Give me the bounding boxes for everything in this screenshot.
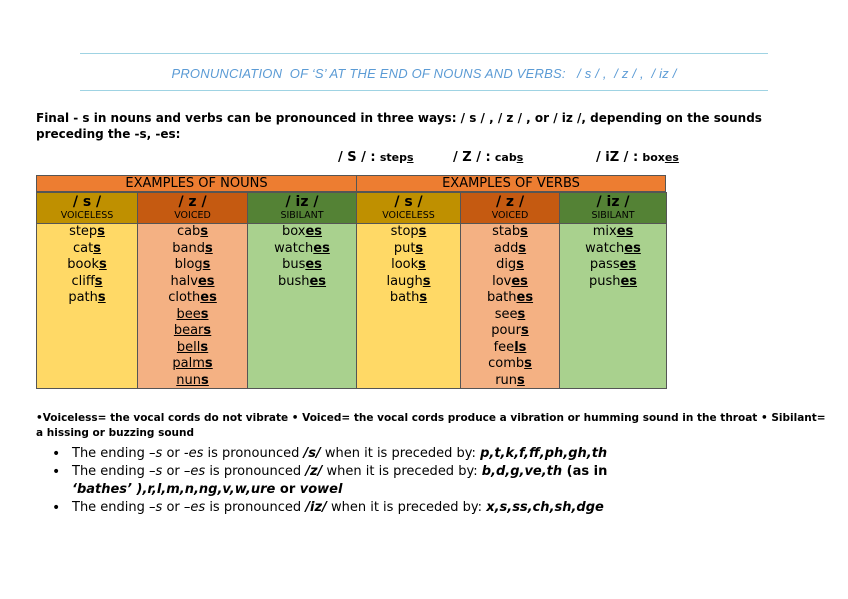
example-s-symbol: / S / : (338, 150, 376, 165)
example-z-symbol: / Z / : (453, 150, 491, 165)
rule-letters: p,t,k,f,ff,ph,gh,th (480, 446, 608, 461)
example-iz-stem: box (642, 151, 665, 164)
sound-symbol: / z / (178, 194, 207, 210)
word-stem: cliff (71, 273, 95, 289)
word-stem: run (495, 372, 518, 388)
column-verbs-sibilant (559, 192, 667, 389)
word-ending: s (93, 240, 101, 256)
word-stem: see (494, 306, 518, 322)
word-ending: es (305, 257, 322, 272)
word-ending: s (521, 323, 529, 338)
rule-ending: –s (149, 446, 163, 461)
word-item (138, 241, 247, 258)
column-header (357, 193, 460, 224)
rule-text: The ending (72, 500, 150, 515)
word-stem: halv (170, 273, 198, 289)
word-item (357, 224, 460, 241)
page-title: PRONUNCIATION OF ‘S’ AT THE END OF NOUNS AND VERBS: / s / , / z / , / iz / (171, 66, 677, 81)
word-ending: es (200, 290, 217, 305)
rule-sound: /iz/ (305, 500, 327, 515)
word-item (37, 274, 137, 291)
rule-iz (52, 499, 812, 517)
word-ending: es (516, 290, 534, 305)
rule-letters: x,s,ss,ch,sh,dge (486, 500, 604, 515)
word-stem: lov (492, 273, 512, 289)
word-stem: cloth (168, 290, 201, 305)
rule-letters: vowel (299, 482, 343, 497)
word-stem: fee (493, 339, 515, 355)
example-z (453, 150, 523, 165)
word-ending: s (97, 290, 106, 305)
word-ending: es (197, 273, 215, 289)
word-item (138, 274, 247, 291)
column-verbs-voiceless (356, 192, 461, 389)
column-verbs-voiced (460, 192, 560, 389)
rule-text: when it is preceded by: (320, 446, 481, 461)
bottom-rule (80, 90, 768, 91)
word-item (138, 373, 247, 390)
word-stem: laugh (386, 273, 423, 289)
word-item (357, 274, 460, 291)
word-ending: s (200, 224, 209, 239)
word-stem: bath (486, 290, 517, 305)
sound-label: SIBILANT (591, 210, 635, 221)
column-nouns-sibilant (247, 192, 357, 389)
word-item (138, 224, 247, 241)
example-s (338, 150, 414, 165)
word-item (357, 257, 460, 274)
word-stem: palm (172, 356, 205, 371)
sound-symbol: / s / (72, 194, 102, 210)
word-ending: s (415, 240, 424, 256)
word-stem: look (391, 257, 419, 272)
word-stem: cat (73, 240, 94, 256)
column-header (37, 193, 137, 224)
word-item (138, 290, 247, 307)
word-list (560, 224, 666, 290)
column-header (560, 193, 666, 224)
word-stem: watch (274, 240, 314, 256)
rule-text: (as in (562, 464, 608, 479)
sound-label: VOICED (491, 210, 529, 221)
word-ending: s (524, 356, 532, 371)
word-stem: nun (176, 372, 201, 388)
word-list (248, 224, 356, 290)
sound-label: SIBILANT (280, 210, 324, 221)
word-stem: dig (496, 257, 517, 272)
rule-text: The ending (72, 464, 150, 479)
rule-sound: /s/ (303, 446, 321, 461)
example-iz-ending: es (664, 151, 679, 164)
word-item (138, 356, 247, 373)
word-item (248, 224, 356, 241)
rule-text: is pronounced (205, 500, 306, 515)
word-ending: es (620, 273, 638, 289)
column-header (138, 193, 247, 224)
word-item (461, 340, 559, 357)
word-item (37, 290, 137, 307)
rule-ending: –es (183, 500, 206, 515)
word-item (138, 307, 247, 324)
rule-text: when it is preceded by: (322, 464, 482, 479)
top-rule (80, 53, 768, 54)
word-item (461, 274, 559, 291)
word-stem: band (172, 240, 205, 256)
word-item (138, 257, 247, 274)
word-stem: stab (492, 224, 521, 239)
footnote: •Voiceless= the vocal cords do not vibrate • Voiced= the vocal cords produce a vibration or humming sound in the throat • Sibilant= a hissing or buzzing sound (36, 412, 826, 439)
word-item (37, 224, 137, 241)
example-z-ending: s (516, 151, 524, 164)
word-item (560, 224, 666, 241)
rule-z (52, 463, 812, 499)
word-item (461, 224, 559, 241)
word-item (461, 356, 559, 373)
word-item (461, 257, 559, 274)
example-iz (596, 150, 679, 165)
rule-text: or (162, 464, 184, 479)
word-ending: s (418, 224, 427, 239)
word-stem: step (69, 224, 98, 239)
word-stem: comb (488, 356, 525, 371)
word-stem: add (493, 240, 519, 256)
rule-ending: –s (149, 500, 163, 515)
word-ending: s (418, 257, 426, 272)
example-z-stem: cab (494, 151, 517, 164)
word-item (560, 274, 666, 291)
word-item (461, 323, 559, 340)
rule-text: when it is preceded by: (326, 500, 487, 515)
sound-symbol: / s / (394, 194, 423, 210)
word-ending: s (520, 224, 528, 239)
word-item (138, 340, 247, 357)
word-ending: s (518, 240, 527, 256)
word-item (461, 241, 559, 258)
word-item (357, 241, 460, 258)
word-ending: es (511, 273, 528, 289)
word-ending: s (200, 306, 209, 322)
example-s-stem: step (379, 151, 407, 164)
column-header (248, 193, 356, 224)
word-ending: s (200, 339, 209, 355)
word-item (138, 323, 247, 340)
sound-symbol: / iz / (285, 194, 319, 210)
rule-text: or (162, 500, 184, 515)
example-iz-symbol: / iZ / : (596, 150, 639, 165)
word-item (37, 241, 137, 258)
word-stem: box (281, 224, 306, 239)
word-ending: s (419, 290, 428, 305)
word-ending: es (313, 240, 330, 256)
word-item (248, 274, 356, 291)
nouns-header: EXAMPLES OF NOUNS (36, 175, 357, 192)
word-item (248, 241, 356, 258)
word-stem: push (588, 273, 621, 289)
word-item (560, 241, 666, 258)
word-list (37, 224, 137, 307)
column-nouns-voiceless (36, 192, 138, 389)
word-ending: s (204, 356, 213, 371)
word-stem: pass (589, 257, 620, 272)
word-item (461, 307, 559, 324)
sound-label: VOICELESS (60, 210, 114, 221)
column-header (461, 193, 559, 224)
word-stem: pour (491, 323, 522, 338)
rule-ending: -es (183, 446, 204, 461)
word-ending: s (97, 224, 105, 239)
word-ending: es (619, 257, 637, 272)
word-ending: s (517, 306, 526, 322)
word-ending: s (516, 257, 524, 272)
word-stem: bee (176, 306, 201, 322)
word-ending: s (204, 240, 213, 256)
rule-text: is pronounced (205, 464, 306, 479)
word-list (461, 224, 559, 389)
word-ending: s (200, 372, 209, 388)
word-ending: es (305, 224, 323, 239)
rule-s (52, 445, 812, 463)
word-stem: cab (176, 224, 201, 239)
word-stem: stop (390, 224, 419, 239)
rule-letters: b,d,g,ve,th (481, 464, 563, 479)
word-item (560, 257, 666, 274)
word-stem: mix (592, 224, 617, 239)
word-ending: es (309, 273, 327, 289)
word-stem: bell (176, 339, 201, 355)
verbs-header: EXAMPLES OF VERBS (356, 175, 666, 192)
word-stem: book (67, 257, 99, 272)
word-ending: s (98, 257, 107, 272)
rule-ending: –es (183, 464, 206, 479)
word-list (357, 224, 460, 307)
rule-text: The ending (72, 446, 150, 461)
word-stem: bush (277, 273, 310, 289)
word-stem: blog (174, 257, 203, 272)
rule-text: is pronounced (203, 446, 304, 461)
word-ending: s (202, 257, 211, 272)
word-ending: ls (514, 339, 527, 355)
column-nouns-voiced (137, 192, 248, 389)
word-ending: s (203, 323, 212, 338)
sound-symbol: / iz / (596, 194, 630, 210)
word-ending: s (517, 372, 525, 388)
rule-text: or (162, 446, 184, 461)
word-list (138, 224, 247, 389)
word-stem: bath (389, 290, 420, 305)
word-stem: put (393, 240, 416, 256)
rule-text: or (275, 482, 300, 497)
rules-list (52, 445, 812, 517)
sound-label: VOICED (174, 210, 211, 221)
word-ending: s (422, 273, 431, 289)
word-item (248, 257, 356, 274)
rule-letters: ‘bathes’ ),r,l,m,n,ng,v,w,ure (72, 482, 276, 497)
rule-ending: –s (149, 464, 163, 479)
word-item (461, 290, 559, 307)
word-item (357, 290, 460, 307)
word-stem: bus (282, 257, 306, 272)
sound-symbol: / z / (495, 194, 525, 210)
rule-sound: /z/ (305, 464, 323, 479)
word-ending: s (94, 273, 103, 289)
intro-text: Final - s in nouns and verbs can be pronounced in three ways: / s / , / z / , or / iz /, depending on the sounds preceding the -s, -es: (36, 111, 762, 141)
example-s-ending: s (406, 151, 414, 164)
word-item (461, 373, 559, 390)
word-stem: watch (585, 240, 625, 256)
word-stem: path (68, 290, 98, 305)
word-ending: es (616, 224, 634, 239)
word-item (37, 257, 137, 274)
word-stem: bear (173, 323, 204, 338)
sound-label: VOICELESS (382, 210, 435, 221)
word-ending: es (624, 240, 641, 256)
